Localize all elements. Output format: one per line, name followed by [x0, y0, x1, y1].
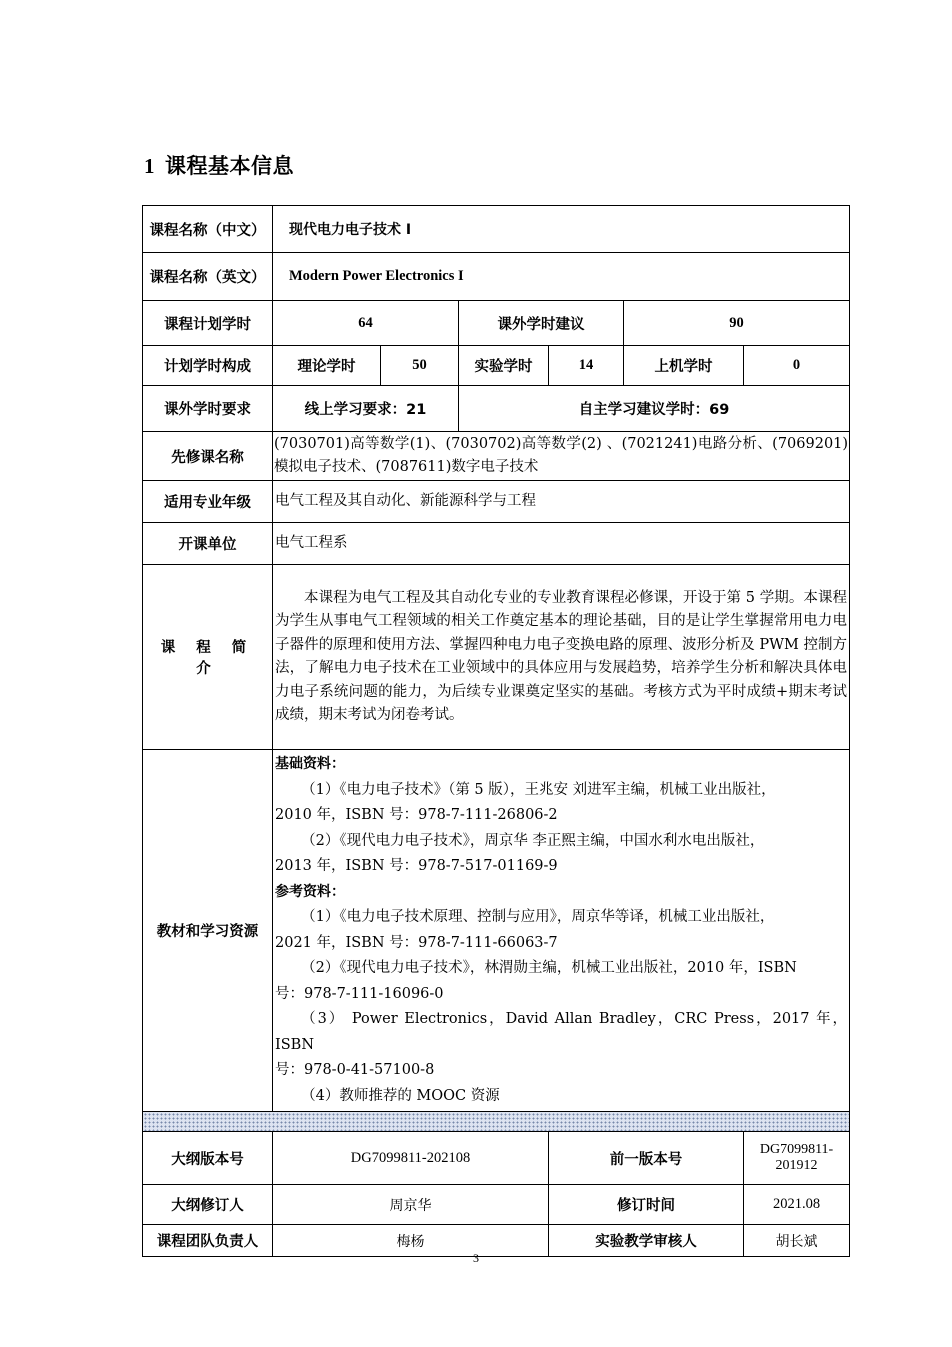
- row-separator: [143, 1112, 850, 1132]
- revise-time-label: 修订时间: [549, 1185, 744, 1225]
- major-label: 适用专业年级: [143, 481, 273, 523]
- leader-value: 梅杨: [273, 1225, 549, 1257]
- basic-item-1b: 2010 年，ISBN 号：978-7-111-26806-2: [275, 807, 558, 823]
- plan-hours-value: 64: [273, 301, 459, 346]
- intro-label: 课 程 简 介: [143, 565, 273, 750]
- version-label: 大纲版本号: [143, 1132, 273, 1185]
- composition-label: 计划学时构成: [143, 346, 273, 386]
- basic-item-1a: （1）《电力电子技术》（第 5 版），王兆安 刘进军主编，机械工业出版社，: [301, 781, 776, 798]
- prev-version-label: 前一版本号: [549, 1132, 744, 1185]
- prereq-label: 先修课名称: [143, 432, 273, 481]
- lab-label: 实验学时: [459, 346, 549, 386]
- computer-label: 上机学时: [624, 346, 744, 386]
- lab-reviewer-label: 实验教学审核人: [549, 1225, 744, 1257]
- resources-label: 教材和学习资源: [143, 750, 273, 1112]
- en-name-label: 课程名称（英文）: [143, 253, 273, 301]
- page-number: 3: [473, 1251, 479, 1265]
- extra-req-label: 课外学时要求: [143, 386, 273, 432]
- ref-item-2b: 号：978-7-111-16096-0: [275, 985, 444, 1002]
- basic-item-2b: 2013 年，ISBN 号：978-7-517-01169-9: [275, 858, 558, 874]
- course-info-table: [142, 205, 850, 1257]
- row-en-name: [143, 253, 850, 301]
- dotted-separator: [143, 1112, 850, 1132]
- extra-hours-label: 课外学时建议: [459, 301, 624, 346]
- extra-hours-value: 90: [624, 301, 850, 346]
- cn-name-value: 现代电力电子技术 I: [273, 206, 850, 253]
- revise-time-value: 2021.08: [744, 1185, 850, 1225]
- dept-value: 电气工程系: [273, 523, 850, 565]
- computer-value: 0: [744, 346, 850, 386]
- lab-value: 14: [549, 346, 624, 386]
- resources-value: [273, 750, 850, 1112]
- reference-materials-title: 参考资料：: [275, 883, 345, 900]
- row-extra-req: [143, 386, 850, 432]
- row-reviser: [143, 1185, 850, 1225]
- row-composition: [143, 346, 850, 386]
- version-value: DG7099811-202108: [273, 1132, 549, 1185]
- ref-item-4: （4）教师推荐的 MOOC 资源: [301, 1087, 500, 1104]
- row-plan-hours: [143, 301, 850, 346]
- cn-name-label: 课程名称（中文）: [143, 206, 273, 253]
- basic-item-2a: （2）《现代电力电子技术》，周京华 李正熙主编，中国水利水电出版社，: [301, 832, 765, 849]
- row-version: [143, 1132, 850, 1185]
- major-value: 电气工程及其自动化、新能源科学与工程: [273, 481, 850, 523]
- theory-label: 理论学时: [273, 346, 381, 386]
- self-study: 自主学习建议学时：69: [459, 386, 850, 432]
- section-heading: [144, 150, 294, 180]
- reviser-label: 大纲修订人: [143, 1185, 273, 1225]
- row-cn-name: [143, 206, 850, 253]
- ref-item-1b: 2021 年，ISBN 号：978-7-111-66063-7: [275, 934, 558, 951]
- prereq-value: (7030701)高等数学(1)、(7030702)高等数学(2) 、(7021241)电路分析、(7069201)模拟电子技术、(7087611)数字电子技术: [273, 432, 850, 481]
- row-dept: [143, 523, 850, 565]
- ref-item-2a: （2）《现代电力电子技术》，林渭勋主编，机械工业出版社，2010 年，ISBN: [301, 960, 797, 976]
- section-number: 1: [144, 154, 155, 178]
- theory-value: 50: [381, 346, 459, 386]
- en-name-value: Modern Power Electronics I: [273, 253, 850, 301]
- reviser-value: 周京华: [273, 1185, 549, 1225]
- plan-hours-label: 课程计划学时: [143, 301, 273, 346]
- ref-item-3b: 号：978-0-41-57100-8: [275, 1062, 435, 1078]
- prev-version-value: DG7099811-201912: [744, 1132, 850, 1185]
- basic-materials-title: 基础资料：: [275, 756, 345, 772]
- leader-label: 课程团队负责人: [143, 1225, 273, 1257]
- lab-reviewer-value: 胡长斌: [744, 1225, 850, 1257]
- dept-label: 开课单位: [143, 523, 273, 565]
- section-title: 课程基本信息: [165, 154, 294, 178]
- row-major: [143, 481, 850, 523]
- row-intro: [143, 565, 850, 750]
- intro-value: 本课程为电气工程及其自动化专业的专业教育课程必修课，开设于第 5 学期。本课程为学生从事电气工程领域的相关工作奠定基本的理论基础，目的是让学生掌握常用电力电子器件的原理和使用方法、掌握四种电力电子变换电路的原理、波形分析及 PWM 控制方法，了解电力电子技术在工业领域中的具体应用与发展趋势，培养学生分析和解决具体电力电子系统问题的能力，为后续专业课奠定坚实的基础。考核方式为平时成绩+期末考试成绩，期末考试为闭卷考试。: [273, 565, 850, 750]
- ref-item-1a: （1）《电力电子技术原理、控制与应用》，周京华等译，机械工业出版社，: [301, 909, 775, 925]
- online-req: 线上学习要求：21: [273, 386, 459, 432]
- row-resources: [143, 750, 850, 1112]
- ref-item-3a: （3） Power Electronics，David Allan Bradley，CRC Press，2017 年，ISBN: [275, 1011, 848, 1053]
- row-prereq: [143, 432, 850, 481]
